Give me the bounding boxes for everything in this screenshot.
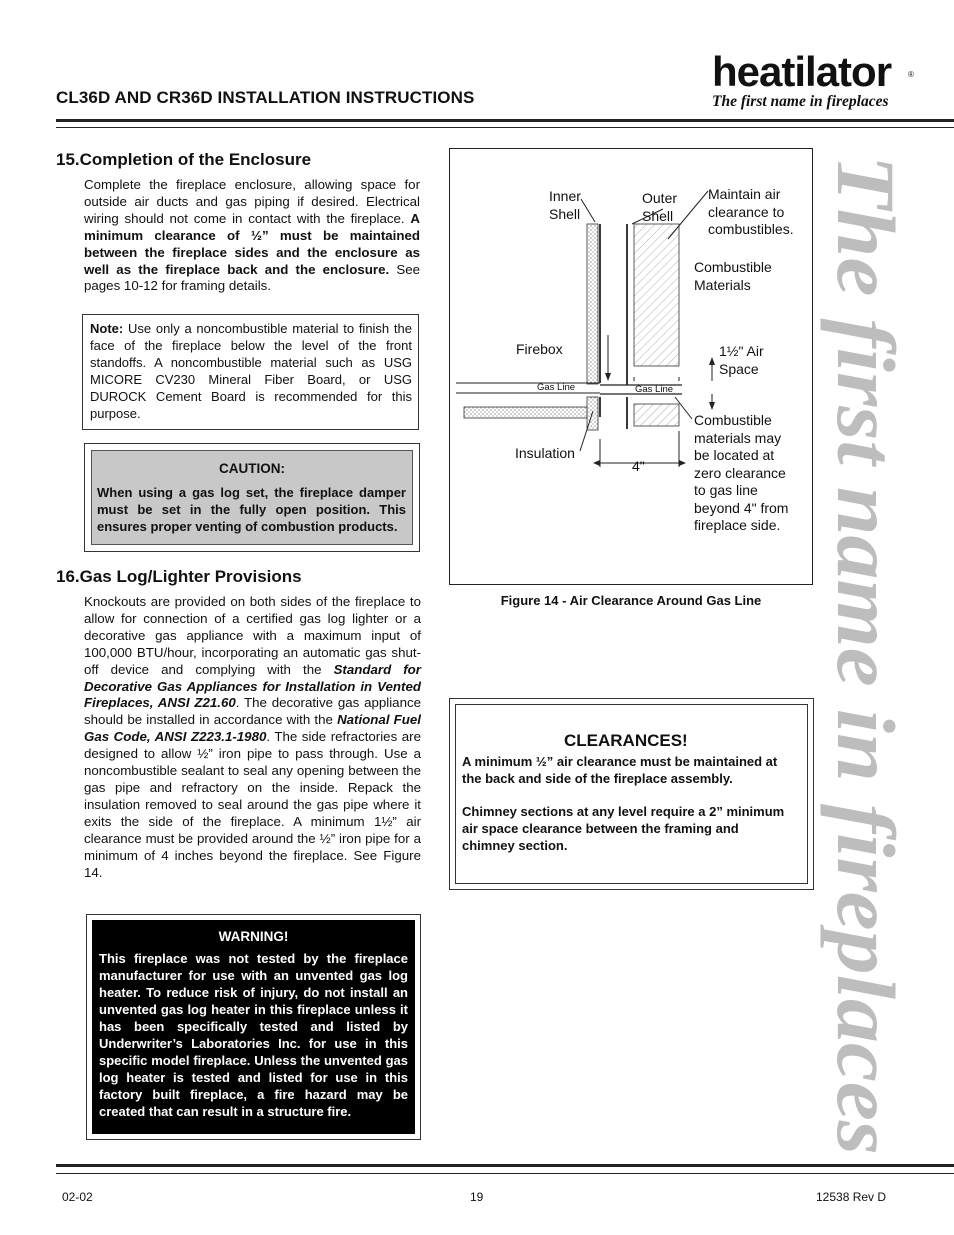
label-gas-line-right: Gas Line [635,384,674,395]
label-line: 1½" Air [719,343,764,359]
footer-date: 02-02 [62,1190,93,1204]
label-line: Materials [694,276,751,293]
section-15-heading: 15.Completion of the Enclosure [56,150,312,169]
para-text: . The decorative gas appliance should be installed in accordance with the [84,695,422,728]
label-line: Space [719,360,759,377]
label-line: fireplace side. [694,517,781,533]
label-gas-line-left: Gas Line [537,382,576,393]
side-watermark [808,150,912,1160]
clearances-heading: CLEARANCES! [564,731,688,750]
label-line: Combustible [694,412,772,428]
warning-inner [92,920,415,1134]
side-watermark-text: The first name in fireplaces [820,155,912,1101]
label-line: Shell [549,205,581,222]
note-label: Note: [90,321,124,336]
registered-mark: ® [908,70,914,79]
document-title: CL36D AND CR36D INSTALLATION INSTRUCTIONS [56,88,475,107]
code-reference: National Fuel Gas Code, ANSI Z223.1-1980 [84,712,422,745]
caution-heading: CAUTION: [219,461,285,476]
para-text-end: See pages 10-12 for framing details. [84,261,420,294]
para-text: . The side refractories are designed to allow ½” iron pipe to pass through. Use a noncombustible sealant to seal any opening between the gas pipe and refractory on the inside. Repack the insulation removed to seal around the gas pipe where it exits the side of the fireplace. A minimum 1½” air clearance must be provided around the ½” iron pipe for a minimum of 4 inches beyond the fireplace. See Figure 14. [84,729,421,880]
caution-inner [91,450,413,545]
label-line: materials may [694,429,782,446]
clearances-text-2: Chimney sections at any level require a 2” minimum air space clearance between the framing and chimney section. [462,804,785,853]
label-outer-shell [642,190,677,225]
figure-14-frame [449,148,813,585]
clearances-box [449,698,814,890]
footer-document-number: 12538 Rev D [816,1190,887,1204]
label-four-inch: 4" [632,458,645,474]
label-line: be located at [694,447,775,463]
para-text: Knockouts are provided on both sides of the fireplace to allow for connection of a certified gas log lighter or a decorative gas appliance with a maximum input of 100,000 BTU/hour, incorporating an automatic gas shut-off device and complying with the [84,594,421,677]
header-rule-thick [56,119,954,122]
label-line: Maintain air [708,186,781,202]
label-line: Outer [642,190,678,206]
clearances-inner [455,704,808,884]
footer-page-number: 19 [470,1190,484,1204]
note-content [90,320,412,422]
heatilator-logo: heatilator [712,48,892,95]
label-inner-shell [549,188,581,223]
label-maintain-clearance [708,186,794,239]
warning-box [86,914,421,1140]
section-16-heading: 16.Gas Log/Lighter Provisions [56,567,302,586]
label-air-space [719,343,764,378]
warning-text: This fireplace was not tested by the fireplace manufacturer for use with an unvented gas log heater. To reduce risk of injury, do not install an unvented gas log heater in this fireplace unless it has been specifically tested and listed by Underwriter’s Laboratories Inc. for use in this specific model fireplace. Unless the unvented gas log heater is tested and listed for use in this factory built fireplace, a fire hazard may be created that can result in a structure fire. [99,951,408,1119]
side-watermark-graphic [808,150,912,1160]
label-insulation: Insulation [515,445,575,461]
note-box [82,314,419,430]
para-text: Complete the fireplace enclosure, allowing space for outside air ducts and gas piping if desired. Electrical wiring should not come in contact with the fireplace. [84,177,420,226]
label-line: zero clearance [694,464,786,481]
logo-tagline: The first name in fireplaces [712,93,889,110]
caution-text: When using a gas log set, the fireplace damper must be set in the fully open position. This ensures proper venting of combustion products. [97,485,406,534]
standard-reference: Standard for Decorative Gas Appliances for Installation in Vented Fireplaces, ANSI Z21.60 [84,661,421,711]
footer-rule-thin [56,1173,954,1174]
warning-heading: WARNING! [218,929,289,944]
label-line: to gas line [694,482,758,498]
section-15-paragraph [84,177,420,295]
label-line: beyond 4" from [694,499,789,516]
label-combustible-materials [694,259,772,294]
label-combustible-zero-clearance [694,412,788,535]
label-line: clearance to [708,203,785,220]
footer-rule-thick [56,1164,954,1167]
para-bold-text: A minimum clearance of ½” must be maintained between the fireplace sides and the enclosure as well as the fireplace back and the enclosure. [84,210,420,277]
header-rule-thin [56,127,954,128]
label-line: Shell [642,207,674,224]
caution-box [84,443,420,552]
section-16-paragraph [84,594,421,881]
figure-14-caption: Figure 14 - Air Clearance Around Gas Line [500,593,762,608]
label-line: Inner [549,188,581,204]
label-line: Combustible [694,259,772,275]
note-text: Use only a noncombustible material to finish the face of the fireplace below the level of the front standoffs. A noncombustible material such as USG MICORE CV230 Mineral Fiber Board, or USG DUROCK Cement Board is recommended for this purpose. [90,321,412,421]
clearances-text-1: A minimum ½” air clearance must be maintained at the back and side of the fireplace assembly. [462,754,778,786]
label-firebox: Firebox [516,341,563,357]
label-line: combustibles. [708,221,794,237]
